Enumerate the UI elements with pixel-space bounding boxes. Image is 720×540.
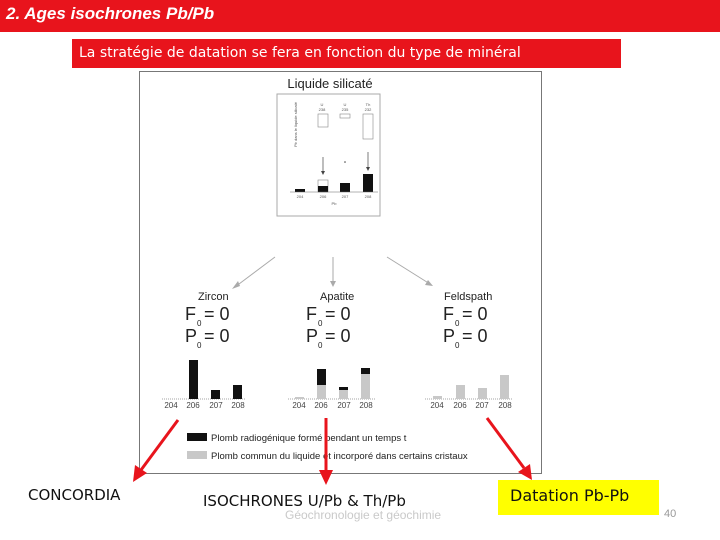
top-iso-206b: 238 — [318, 107, 326, 112]
feldspath-p-letter: P — [443, 326, 456, 346]
apatite-p-sub: 0 — [318, 341, 323, 350]
red-arrow-pbpb — [487, 418, 524, 468]
top-iso-208: Th — [365, 102, 371, 107]
zircon-f-sub: 0 — [197, 319, 202, 328]
footer-text: Géochronologie et géochimie — [285, 508, 442, 522]
feldspath-xtick-208: 208 — [498, 401, 512, 410]
apatite-p-letter: P — [306, 326, 319, 346]
feldspath-f-value: = 0 — [462, 304, 488, 324]
feldspath-xtick-206: 206 — [453, 401, 467, 410]
top-panel-title: Liquide silicaté — [287, 76, 373, 91]
red-arrow-concordia — [141, 420, 178, 470]
zircon-p-value: = 0 — [204, 326, 230, 346]
concordia-label: CONCORDIA — [28, 486, 121, 504]
zircon-p-sub: 0 — [197, 341, 202, 350]
top-panel-ylabel: Pb dans le liquide silicaté — [293, 102, 298, 147]
feldspath-xtick-207: 207 — [475, 401, 489, 410]
apatite-f-letter: F — [306, 304, 317, 324]
top-xlabel: Pb — [331, 201, 337, 206]
subtitle-text: La stratégie de datation se fera en fonction du type de minéral — [79, 45, 521, 61]
datation-pbpb-box — [498, 480, 659, 515]
feldspath-f-letter: F — [443, 304, 454, 324]
apatite-title: Apatite — [320, 291, 355, 303]
apatite-f-value: = 0 — [325, 304, 351, 324]
zircon-xtick-204: 204 — [164, 401, 178, 410]
slide-title: 2. Ages isochrones Pb/Pb — [6, 4, 215, 23]
apatite-xtick-207: 207 — [337, 401, 351, 410]
page-number: 40 — [664, 508, 677, 520]
red-arrowhead-concordia — [133, 465, 147, 482]
top-xtick-204: 204 — [296, 194, 304, 199]
isochrones-label: ISOCHRONES U/Pb & Th/Pb — [203, 492, 406, 510]
top-xtick-207: 207 — [341, 194, 349, 199]
red-arrowhead-isochrones — [319, 470, 333, 485]
apatite-p-value: = 0 — [325, 326, 351, 346]
zircon-xtick-206: 206 — [186, 401, 200, 410]
legend-label-radiogenic: Plomb radiogénique formé pendant un temps t — [211, 433, 407, 444]
top-iso-208b: 232 — [364, 107, 372, 112]
zircon-p-letter: P — [185, 326, 198, 346]
top-iso-206: U — [320, 102, 324, 107]
zircon-xtick-208: 208 — [231, 401, 245, 410]
zircon-f-value: = 0 — [204, 304, 230, 324]
apatite-f-sub: 0 — [318, 319, 323, 328]
top-xtick-206: 206 — [319, 194, 327, 199]
apatite-xtick-208: 208 — [359, 401, 373, 410]
top-xtick-208: 208 — [364, 194, 372, 199]
feldspath-title: Feldspath — [444, 291, 493, 303]
feldspath-p-sub: 0 — [455, 341, 460, 350]
top-iso-207b: 235 — [341, 107, 349, 112]
zircon-title: Zircon — [198, 291, 229, 303]
top-iso-207: U — [343, 102, 347, 107]
datation-pbpb-label: Datation Pb-Pb — [510, 486, 630, 505]
red-arrowhead-pbpb — [518, 464, 532, 480]
zircon-f-letter: F — [185, 304, 196, 324]
zircon-xtick-207: 207 — [209, 401, 223, 410]
feldspath-p-value: = 0 — [462, 326, 488, 346]
apatite-xtick-204: 204 — [292, 401, 306, 410]
feldspath-xtick-204: 204 — [430, 401, 444, 410]
legend-label-common: Plomb commun du liquide et incorporé dans certains cristaux — [211, 451, 468, 462]
feldspath-f-sub: 0 — [455, 319, 460, 328]
apatite-xtick-206: 206 — [314, 401, 328, 410]
